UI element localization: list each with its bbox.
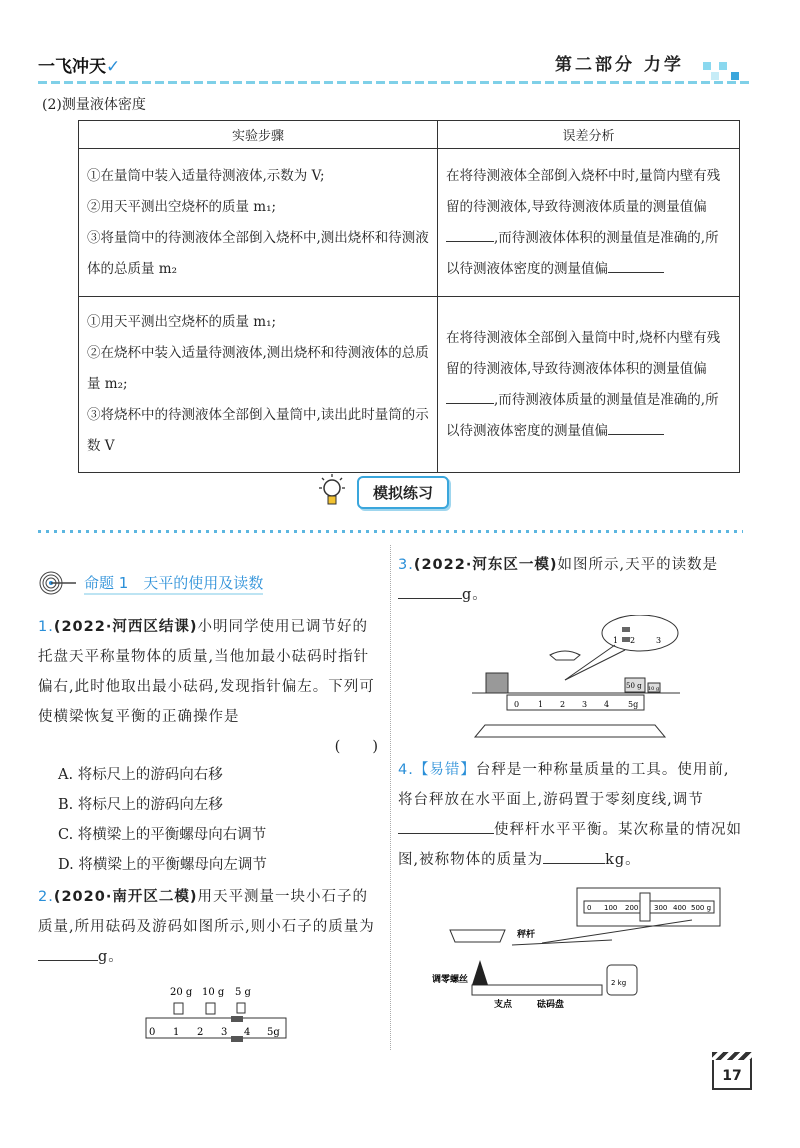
section-header	[315, 472, 449, 512]
scale-label: 200	[625, 904, 639, 912]
question-source: (2020·南开区二模)	[53, 889, 198, 905]
table-row	[79, 149, 740, 297]
tray-label: 砝码盘	[537, 1000, 565, 1010]
check-icon: ✓	[106, 57, 121, 77]
weight-label: 50 g	[626, 682, 642, 690]
scale-label: 0	[149, 1027, 156, 1038]
unit: kg。	[605, 852, 641, 868]
question-text: 如图所示,天平的读数是	[557, 557, 719, 573]
scale-label: 500 g	[691, 904, 712, 912]
question-source: (2022·河东区一模)	[413, 557, 558, 573]
subsection-title: (2)测量液体密度	[42, 97, 146, 113]
col-header: 实验步骤	[79, 121, 438, 149]
scale-label: 2	[197, 1027, 204, 1038]
section-title: 模拟练习	[357, 476, 449, 509]
topic-title: 命题 1 天平的使用及读数	[84, 572, 263, 595]
question-text: 小明同学使用已调节好的托盘天平称量物体的质量,当他加最小砝码时指针偏右,此时他取出最小砝码,发现指针偏左。下列可使横梁恢复平衡的正确操作是	[38, 619, 375, 725]
topic-header	[38, 570, 263, 596]
scale-label: 300	[654, 904, 668, 912]
answer-blank[interactable]	[398, 820, 494, 834]
scale-label: 1	[613, 636, 619, 645]
weights-rider-figure	[140, 985, 295, 1045]
platform-scale-figure	[432, 885, 722, 1015]
question-text: 台秤是一种称量质量的工具。使用前,将台秤放在水平面上,游码置于零刻度线,调节	[398, 762, 730, 808]
weight-label: 5 g	[235, 987, 251, 998]
answer-blank[interactable]	[608, 259, 664, 273]
weight-label: 20 g	[170, 987, 193, 998]
question-number: 1.	[38, 619, 54, 635]
chapter-title: 第二部分 力学	[555, 55, 684, 75]
scale-label: 1	[173, 1027, 180, 1038]
brand-logo: 一飞冲天✓	[38, 57, 121, 77]
analysis-text: ,而待测液体质量的测量值是准确的,所以待测液体密度的测量值偏	[446, 391, 719, 439]
option-d[interactable]: D. 将横梁上的平衡螺母向左调节	[58, 857, 267, 873]
answer-blank[interactable]	[543, 850, 605, 864]
scale-label: 100	[604, 904, 618, 912]
answer-blank[interactable]	[398, 585, 462, 599]
question-1	[38, 612, 383, 762]
question-text: 使秤杆水平平衡。某次称量的情况如图,被称物体的质量为	[398, 822, 742, 868]
scale-label: 4	[604, 700, 610, 709]
beam-label: 秤杆	[517, 930, 536, 940]
weight-label: 10 g	[202, 987, 225, 998]
scale-label: 0	[587, 904, 592, 912]
analysis-text: 在将待测液体全部倒入烧杯中时,量筒内壁有残留的待测液体,导致待测液体质量的测量值偏	[446, 167, 721, 215]
step: ①在量筒中装入适量待测液体,示数为 V;	[87, 167, 325, 184]
question-4	[398, 755, 743, 875]
scale-label: 1	[538, 700, 544, 709]
answer-blank[interactable]	[446, 390, 494, 404]
scale-label: 5g	[267, 1027, 280, 1038]
balance-figure	[470, 615, 685, 740]
density-table	[78, 120, 740, 473]
scale-label: 2	[560, 700, 566, 709]
scale-label: 2	[630, 636, 636, 645]
header-divider	[38, 81, 750, 84]
target-icon	[38, 570, 78, 596]
question-3	[398, 550, 743, 610]
page-number: 17	[712, 1060, 752, 1090]
unit: g。	[462, 587, 488, 603]
weight-label: 2 kg	[611, 979, 627, 987]
question-number: 3.	[398, 557, 414, 573]
unit: g。	[98, 949, 124, 965]
screw-label: 调零螺丝	[432, 975, 469, 985]
col-header: 误差分析	[438, 121, 740, 149]
scale-label: 400	[673, 904, 687, 912]
scale-label: 0	[514, 700, 520, 709]
scale-label: 4	[244, 1027, 251, 1038]
answer-blank[interactable]	[446, 228, 494, 242]
header-decoration	[697, 50, 745, 82]
scale-label: 3	[656, 636, 662, 645]
question-2	[38, 882, 383, 972]
step: ③将烧杯中的待测液体全部倒入量筒中,读出此时量筒的示数 V	[87, 407, 429, 454]
analysis-text: 在将待测液体全部倒入量筒中时,烧杯内壁有残留的待测液体,导致待测液体体积的测量值偏	[446, 329, 721, 377]
scale-label: 3	[221, 1027, 228, 1038]
options	[38, 760, 267, 880]
question-source: (2022·河西区结课)	[53, 619, 198, 635]
lightbulb-icon	[315, 472, 349, 512]
question-tag: 【易错】	[413, 762, 476, 778]
pivot-label: 支点	[494, 1000, 513, 1010]
table-row	[79, 297, 740, 473]
analysis-text: ,而待测液体体积的测量值是准确的,所以待测液体密度的测量值偏	[446, 229, 719, 277]
question-text: 用天平测量一块小石子的质量,所用砝码及游码如图所示,则小石子的质量为	[38, 889, 375, 935]
question-number: 2.	[38, 889, 54, 905]
option-b[interactable]: B. 将标尺上的游码向左移	[58, 797, 223, 813]
option-a[interactable]: A. 将标尺上的游码向右移	[58, 767, 223, 783]
answer-blank[interactable]	[608, 421, 664, 435]
answer-blank[interactable]	[38, 947, 98, 961]
step: ②在烧杯中装入适量待测液体,测出烧杯和待测液体的总质量 m₂;	[87, 345, 429, 392]
scale-label: 3	[582, 700, 588, 709]
column-divider	[390, 545, 391, 1050]
step: ②用天平测出空烧杯的质量 m₁;	[87, 198, 277, 215]
option-c[interactable]: C. 将横梁上的平衡螺母向右调节	[58, 827, 267, 843]
step: ③将量筒中的待测液体全部倒入烧杯中,测出烧杯和待测液体的总质量 m₂	[87, 229, 429, 277]
weight-label: 10 g	[648, 686, 660, 692]
step: ①用天平测出空烧杯的质量 m₁;	[87, 314, 277, 330]
question-number: 4.	[398, 762, 414, 778]
section-divider	[38, 530, 743, 533]
scale-label: 5g	[628, 700, 639, 709]
answer-bracket[interactable]: ( )	[334, 739, 379, 755]
